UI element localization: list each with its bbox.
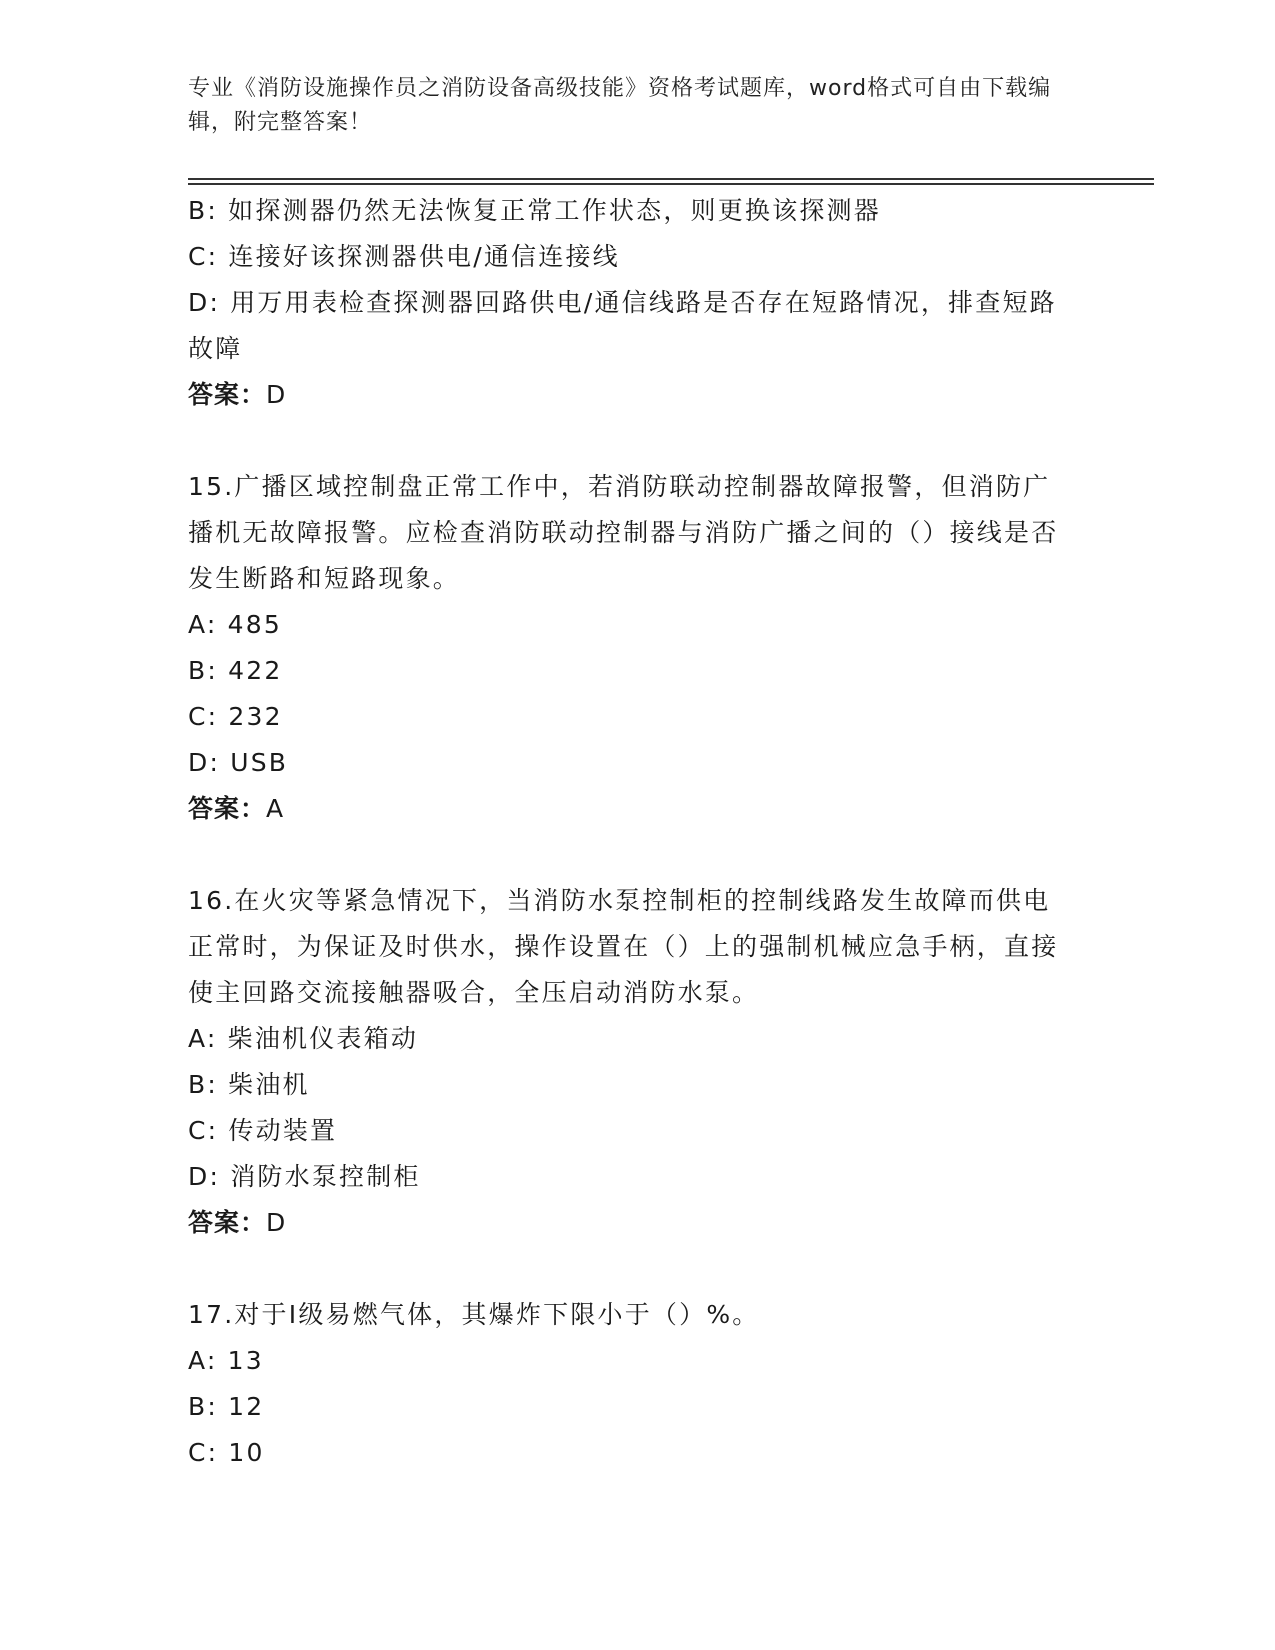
header-text: 专业《消防设施操作员之消防设备高级技能》资格考试题库，word格式可自由下载编辑，附完整答案！ — [188, 76, 1052, 135]
answer-label: 答案： — [188, 380, 267, 409]
header-divider-bottom — [188, 183, 1154, 185]
option-b: B: 如探测器仍然无法恢复正常工作状态，则更换该探测器 — [188, 196, 881, 225]
option-d: D: USB — [188, 748, 289, 777]
header-divider-top — [188, 178, 1154, 180]
answer-value: D — [266, 1208, 287, 1237]
question-stem: 16.在火灾等紧急情况下，当消防水泵控制柜的控制线路发生故障而供电正常时，为保证及时供水，操作设置在（）上的强制机械应急手柄，直接使主回路交流接触器吸合，全压启动消防水泵。 — [188, 886, 1059, 1007]
answer-line — [188, 1200, 1068, 1246]
option-d: D: 消防水泵控制柜 — [188, 1162, 421, 1191]
option-b: B: 422 — [188, 656, 283, 685]
answer-label: 答案： — [188, 1208, 267, 1237]
question-content — [188, 188, 1068, 1476]
answer-value: A — [266, 794, 285, 823]
answer-label: 答案： — [188, 794, 267, 823]
question-17 — [188, 1292, 1068, 1476]
option-c: C: 10 — [188, 1438, 265, 1467]
question-15 — [188, 464, 1068, 832]
option-a: A: 485 — [188, 610, 282, 639]
answer-value: D — [266, 380, 287, 409]
question-stem: 15.广播区域控制盘正常工作中，若消防联动控制器故障报警，但消防广播机无故障报警。应检查消防联动控制器与消防广播之间的（）接线是否发生断路和短路现象。 — [188, 472, 1059, 593]
option-d: D: 用万用表检查探测器回路供电/通信线路是否存在短路情况，排查短路故障 — [188, 288, 1057, 363]
option-b: B: 12 — [188, 1392, 265, 1421]
question-14-continued — [188, 188, 1068, 418]
option-c: C: 连接好该探测器供电/通信连接线 — [188, 242, 620, 271]
option-a: A: 柴油机仪表箱动 — [188, 1024, 419, 1053]
answer-line — [188, 786, 1068, 832]
option-b: B: 柴油机 — [188, 1070, 310, 1099]
answer-line — [188, 372, 1068, 418]
question-16 — [188, 878, 1068, 1246]
option-c: C: 232 — [188, 702, 283, 731]
question-stem: 17.对于Ⅰ级易燃气体，其爆炸下限小于（）%。 — [188, 1300, 760, 1329]
document-header — [188, 72, 1068, 140]
option-c: C: 传动装置 — [188, 1116, 338, 1145]
option-a: A: 13 — [188, 1346, 264, 1375]
